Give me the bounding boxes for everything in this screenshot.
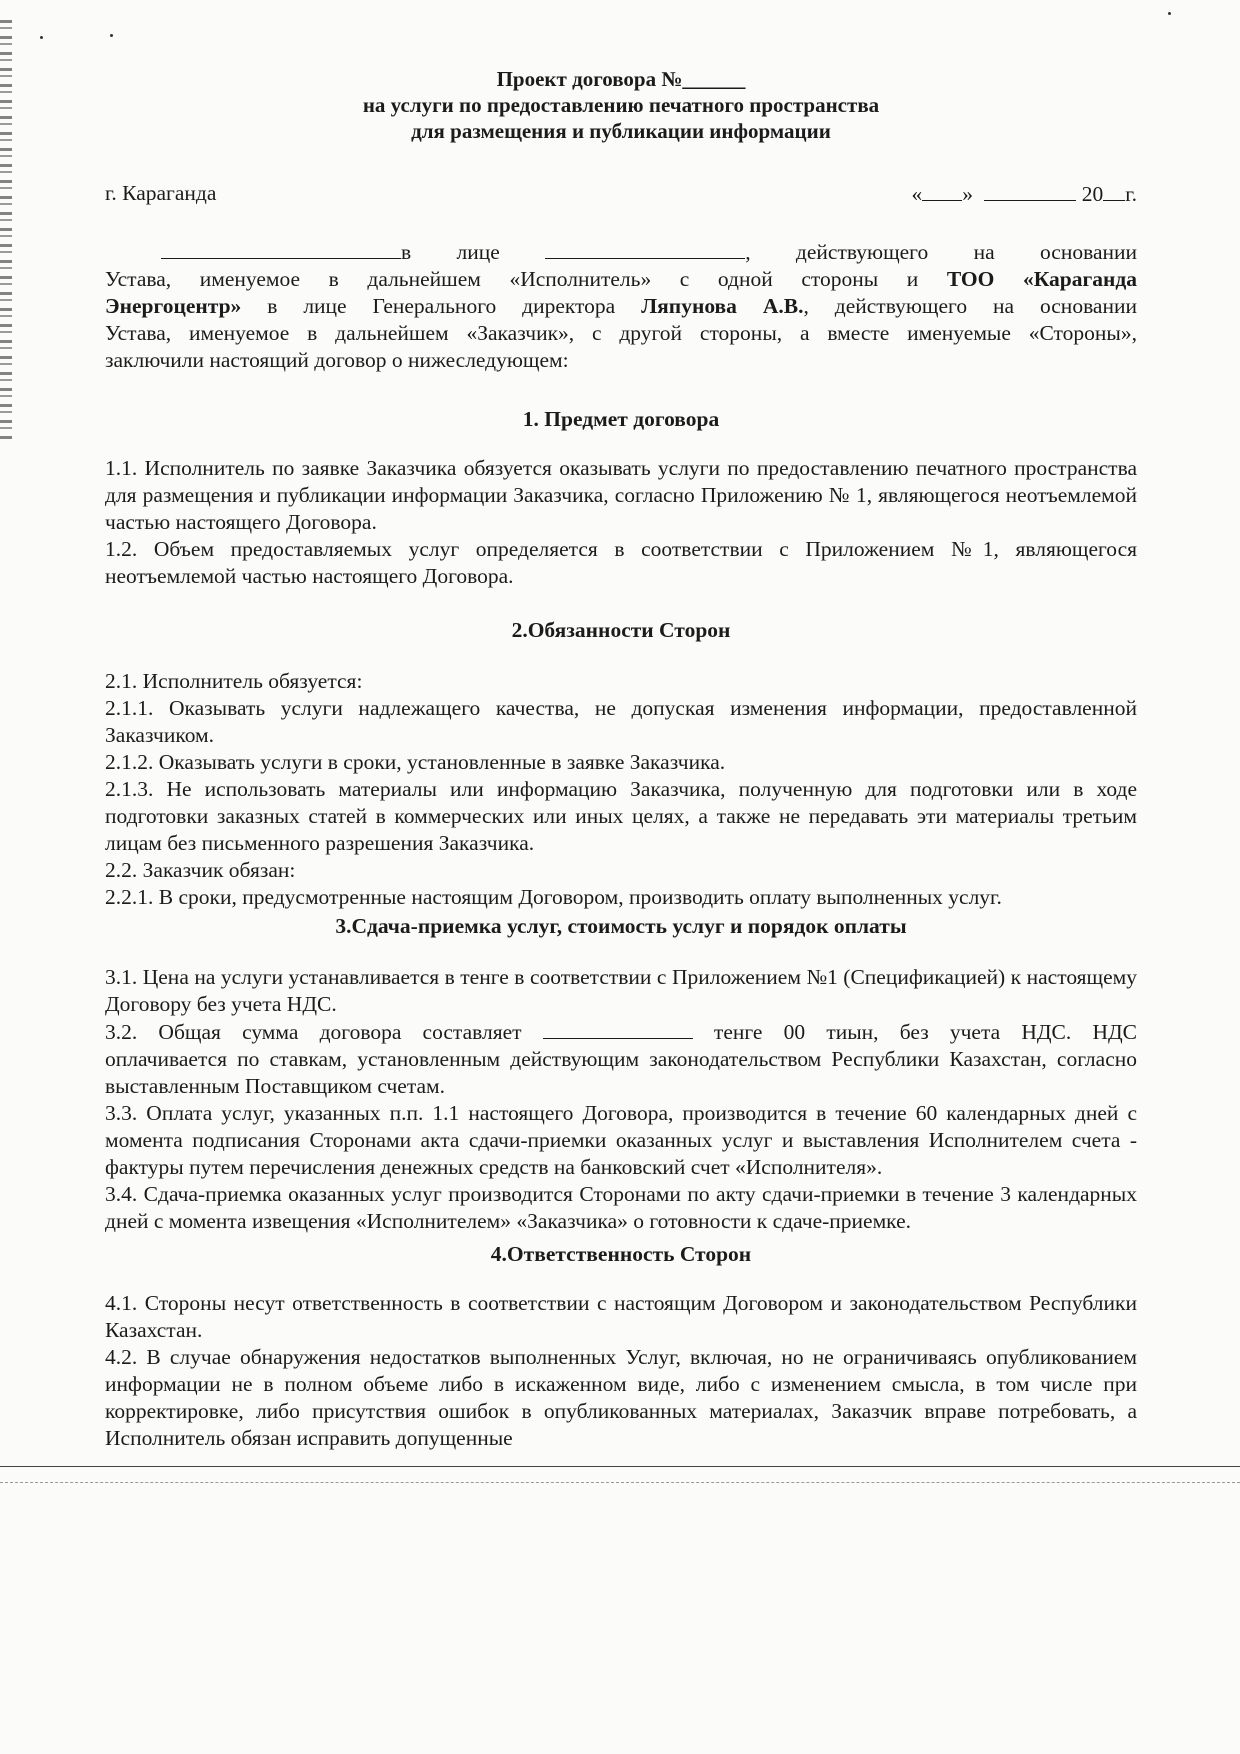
clause-2-1-2: 2.1.2. Оказывать услуги в сроки, установленные в заявке Заказчика. (105, 750, 726, 774)
clause-1-1: 1.1. Исполнитель по заявке Заказчика обязуется оказывать услуги по предоставлению печатного пространства для размещения и публикации информации Заказчика, согласно Приложению № 1, являющегося неотъемлемой частью настоящего Договора. (105, 456, 1137, 534)
year-blank (1103, 180, 1125, 201)
scan-speck (40, 36, 43, 39)
sum-blank (543, 1018, 693, 1039)
document-title (105, 66, 1137, 144)
scan-speck (110, 34, 113, 37)
place-date-row (105, 180, 1137, 208)
clause-2-1: 2.1. Исполнитель обязуется: (105, 669, 363, 693)
document-body (105, 66, 1137, 1452)
title-line-2: на услуги по предоставлению печатного пространства (362, 93, 880, 117)
clause-1-2: 1.2. Объем предоставляемых услуг определяется в соответствии с Приложением №1, являющегося неотъемлемой частью настоящего Договора. (105, 537, 1137, 588)
intro-line-2: Устава, именуемое в дальнейшем «Исполнитель» с одной стороны и ТОО «Караганда (105, 267, 1138, 291)
clause-3-3: 3.3. Оплата услуг, указанных п.п. 1.1 настоящего Договора, производится в течение 60 календарных дней с момента подписания Сторонами акта сдачи-приемки оказанных услуг и выставления Исполнителем счета - фактуры путем перечисления денежных средств на банковский счет «Исполнителя». (105, 1101, 1137, 1179)
clause-2-2-1: 2.2.1. В сроки, предусмотренные настоящим Договором, производить оплату выполненных услуг. (105, 885, 1002, 909)
clause-4-2: 4.2. В случае обнаружения недостатков выполненных Услуг, включая, но не ограничиваясь опубликованием информации не в полном объеме либо в искаженном виде, либо с изменением смысла, в том числе при корректировке, либо присутствия ошибок в опубликованных материалах, Заказчик вправе потребовать, а Исполнитель обязан исправить допущенные (105, 1345, 1137, 1450)
scan-fold-line (0, 1466, 1240, 1467)
clause-4-1: 4.1. Стороны несут ответственность в соответствии с настоящим Договором и законодательством Республики Казахстан. (105, 1291, 1137, 1342)
title-line-3: для размещения и публикации информации (411, 119, 831, 143)
date-quote-open: « (911, 182, 923, 206)
clause-2-2: 2.2. Заказчик обязан: (105, 858, 296, 882)
date-quote-close: » (962, 182, 973, 206)
section-2-heading: 2.Обязанности Сторон (511, 618, 731, 642)
section-4-heading: 4.Ответственность Сторон (490, 1242, 752, 1266)
clause-3-1: 3.1. Цена на услуги устанавливается в тенге в соответствии с Приложением №1 (Спецификацией) к настоящему Договору без учета НДС. (105, 965, 1137, 1016)
title-line-1: Проект договора №______ (496, 67, 746, 91)
representative-blank (545, 238, 745, 259)
day-blank (922, 180, 962, 201)
scan-edge-artifact (0, 20, 12, 440)
year-suffix: г. (1125, 182, 1137, 206)
intro-line-1: в лице , действующего на основании (105, 238, 1137, 266)
scan-speck (1168, 12, 1171, 15)
clause-3-2-line-1: 3.2. Общая сумма договора составляет тенге 00 тиын, без учета НДС. НДС (105, 1020, 1137, 1044)
city: г. Караганда (105, 181, 217, 205)
contract-date (911, 180, 1137, 208)
year-prefix: 20 (1081, 182, 1104, 206)
clause-3-4: 3.4. Сдача-приемка оказанных услуг производится Сторонами по акту сдачи-приемки в течение 3 календарных дней с момента извещения «Исполнителем» «Заказчика» о готовности к сдаче-приемке. (105, 1182, 1137, 1233)
clause-3-2-rest: оплачивается по ставкам, установленным действующим законодательством Республики Казахстан, согласно выставленным Поставщиком счетам. (105, 1047, 1137, 1098)
intro-line-5: заключили настоящий договор о нижеследующем: (105, 348, 569, 372)
intro-paragraph (105, 238, 1137, 374)
scan-fold-line-faint (0, 1482, 1240, 1483)
executor-name-blank (161, 238, 401, 259)
intro-line-3: Энергоцентр» в лице Генерального директора Ляпунова А.В., действующего на основании (105, 294, 1137, 318)
month-blank (984, 180, 1076, 201)
section-1-heading: 1. Предмет договора (522, 407, 720, 431)
clause-2-1-1: 2.1.1. Оказывать услуги надлежащего качества, не допуская изменения информации, предоставленной Заказчиком. (105, 696, 1137, 747)
clause-2-1-3: 2.1.3. Не использовать материалы или информацию Заказчика, полученную для подготовки или в ходе подготовки заказных статей в коммерческих или иных целях, а также не передавать эти материалы третьим лицам без письменного разрешения Заказчика. (105, 777, 1137, 855)
intro-line-4: Устава, именуемое в дальнейшем «Заказчик», с другой стороны, а вместе именуемые «Стороны», (105, 321, 1137, 345)
section-3-heading: 3.Сдача-приемка услуг, стоимость услуг и порядок оплаты (335, 914, 907, 938)
